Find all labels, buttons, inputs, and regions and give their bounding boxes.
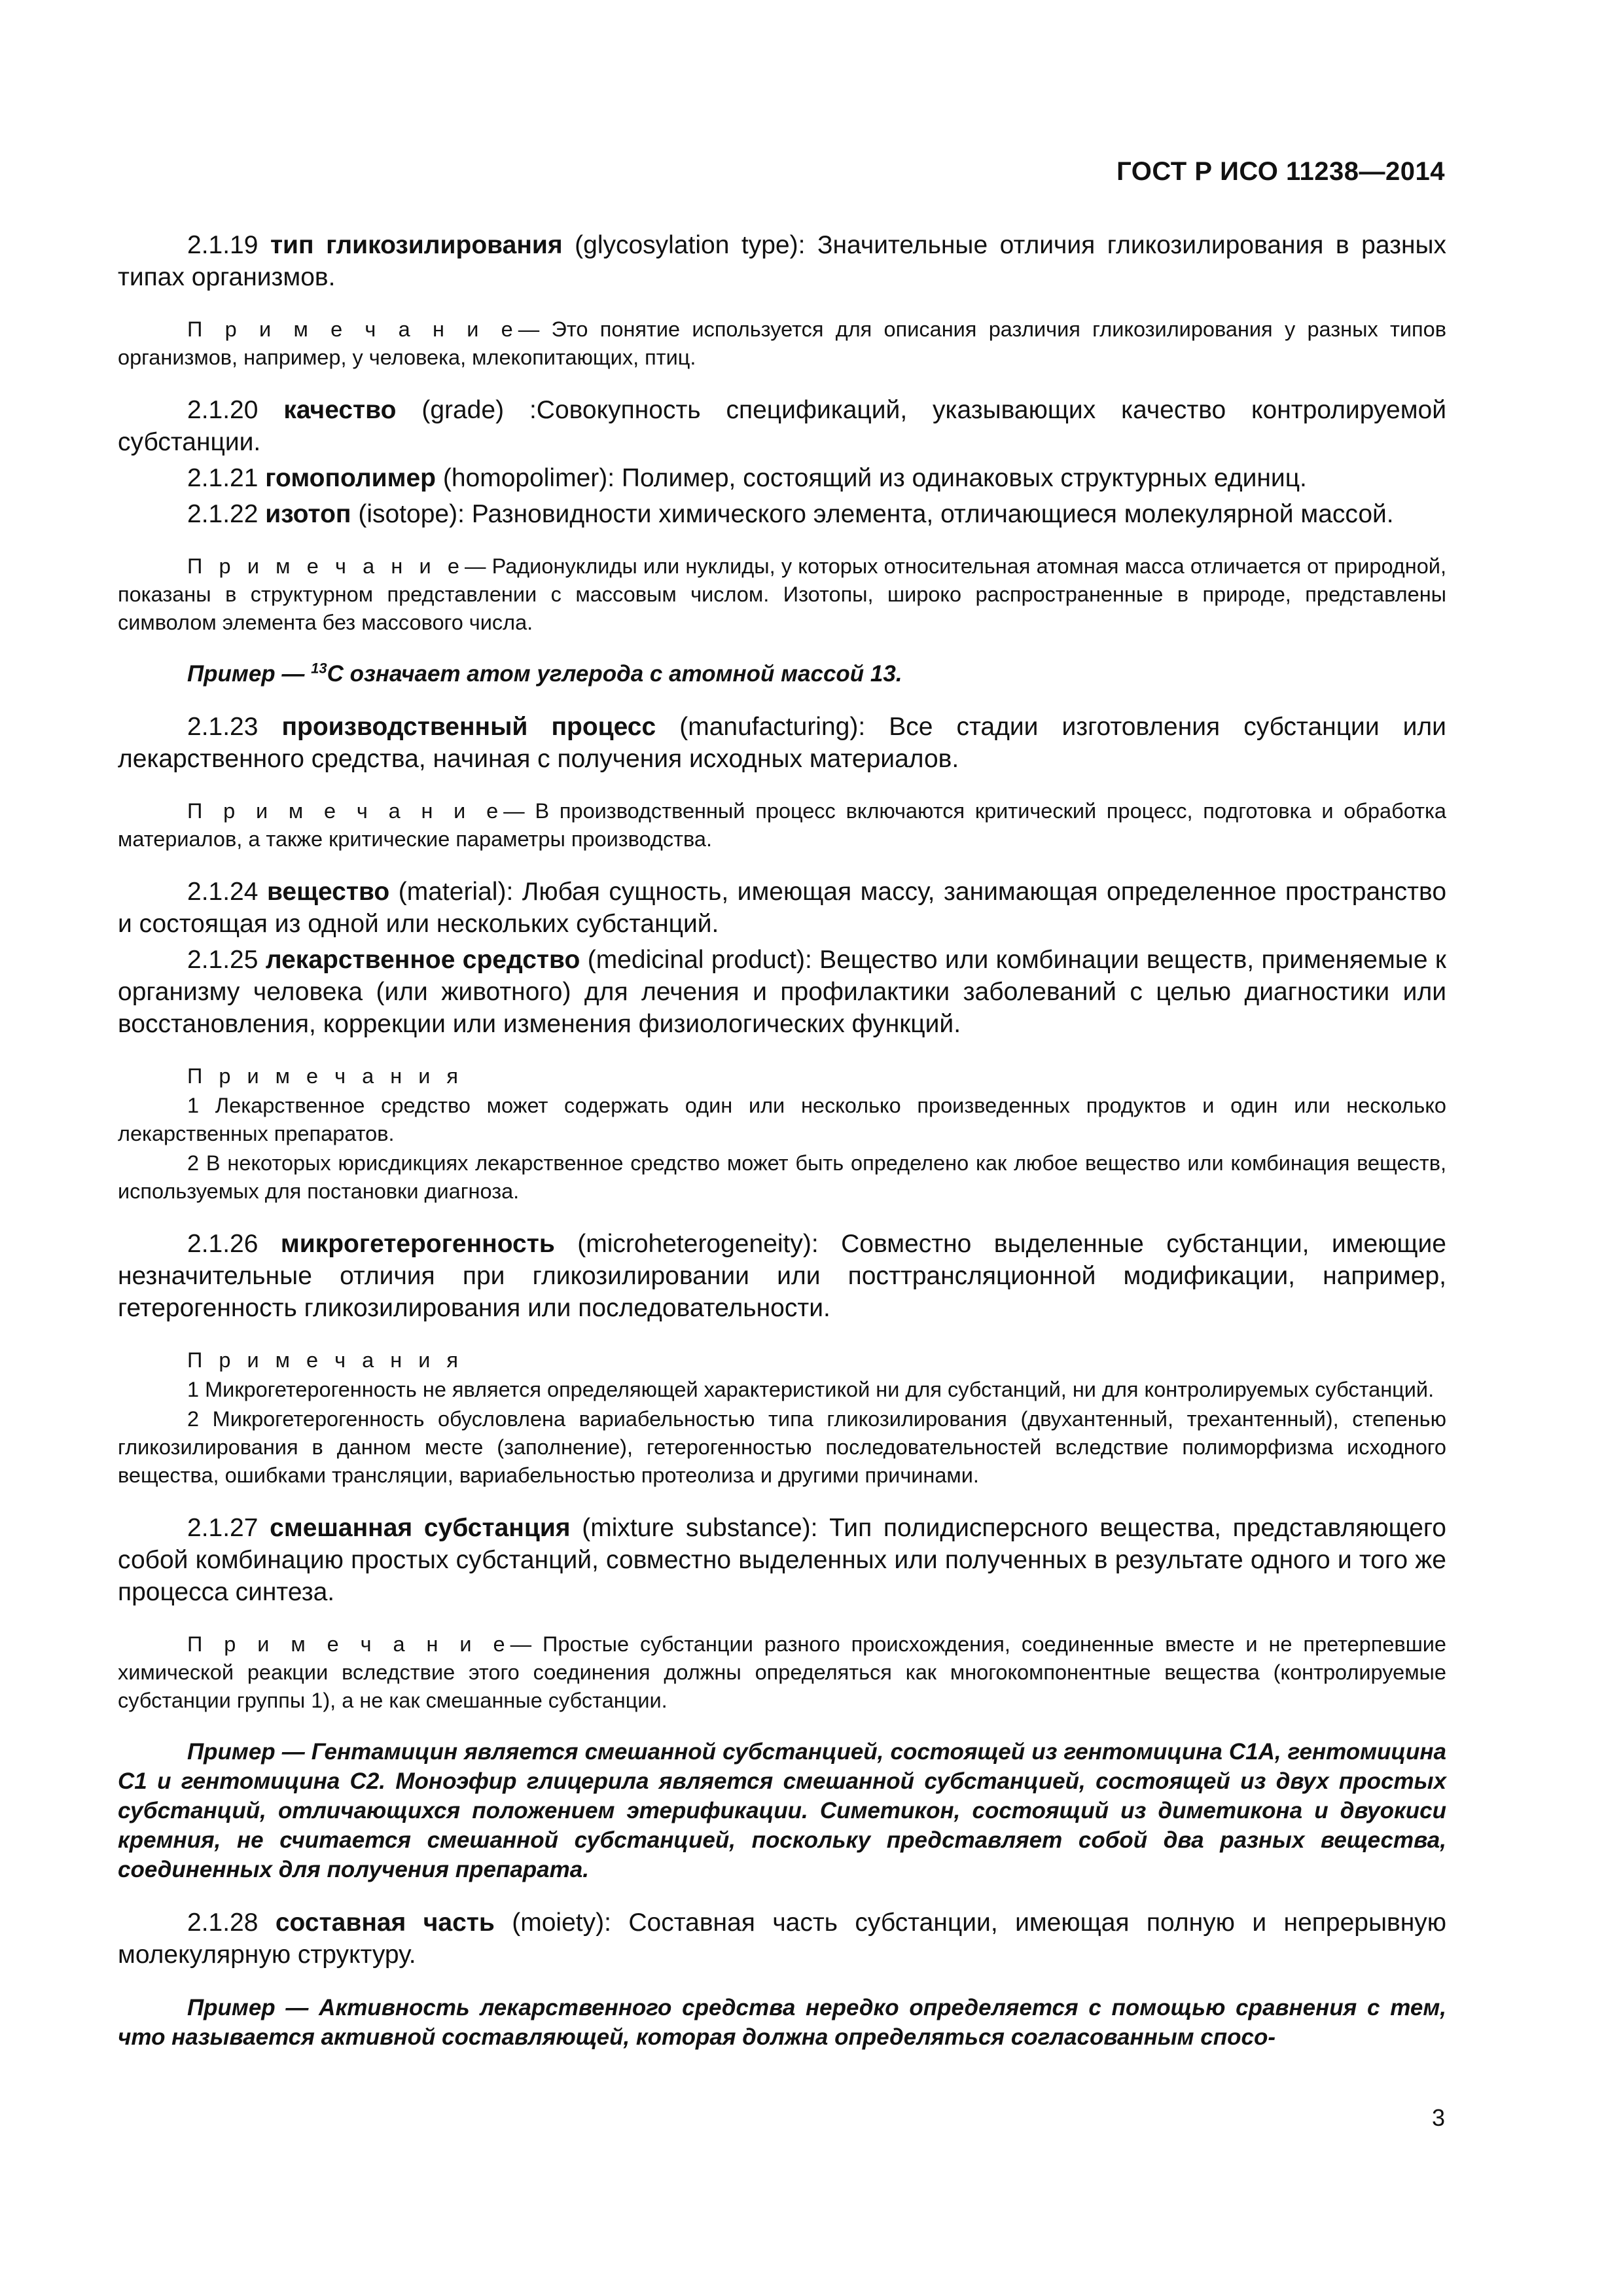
term-2-1-26: 2.1.26 микрогетерогенность (microheterogeneity): Совместно выделенные субстанции, имеющие незначительные отличия при гликозилировании или посттрансляционной модификации, например, гетерогенность гликозилирования или последовательности.: [118, 1230, 1446, 1322]
term-2-1-22: 2.1.22 изотоп (isotope): Разновидности химического элемента, отличающиеся молекулярной массой.: [187, 500, 1394, 528]
note-2-1-26-1: 1 Микрогетерогенность не является определяющей характеристикой ни для субстанций, ни для контролируемых субстанций.: [187, 1378, 1435, 1401]
note-2-1-19: П р и м е ч а н и е— Это понятие используется для описания различия гликозилирования у разных типов организмов, например, у человека, млекопитающих, птиц.: [118, 317, 1446, 369]
term-2-1-27: 2.1.27 смешанная субстанция (mixture substance): Тип полидисперсного вещества, представляющего собой комбинацию простых субстанций, совместно выделенных или полученных в результате одного и того же процесса синтеза.: [118, 1514, 1446, 1606]
note-2-1-26-2: 2 Микрогетерогенность обусловлена вариабельностью типа гликозилирования (двухантенный, трехантенный), степенью гликозилирования в данном месте (заполнение), гетерогенностью последовательностей вследствие полиморфизма исходного вещества, ошибками трансляции, вариабельностью протеолиза и другими причинами.: [118, 1407, 1446, 1487]
term-2-1-28: 2.1.28 составная часть (moiety): Составная часть субстанции, имеющая полную и непрерывную молекулярную структуру.: [118, 1909, 1446, 1969]
notes-heading-2-1-25: П р и м е ч а н и я: [187, 1064, 463, 1088]
note-2-1-25-1: 1 Лекарственное средство может содержать один или несколько произведенных продуктов и один или несколько лекарственных препаратов.: [118, 1094, 1446, 1145]
term-2-1-23: 2.1.23 производственный процесс (manufacturing): Все стадии изготовления субстанции или лекарственного средства, начиная с получения исходных материалов.: [118, 713, 1446, 773]
note-2-1-23: П р и м е ч а н и е— В производственный процесс включаются критический процесс, подготовка и обработка материалов, а также критические параметры производства.: [118, 799, 1446, 851]
document-body: [118, 229, 1446, 2052]
note-2-1-27: П р и м е ч а н и е— Простые субстанции разного происхождения, соединенные вместе и не претерпевшие химической реакции вследствие этого соединения должны определяться как многокомпонентные вещества (контролируемые субстанции группы 1), а не как смешанные субстанции.: [118, 1632, 1446, 1712]
example-2-1-22: Пример — $^{13}$С означает атом углерода с атомной массой 13.: [187, 660, 902, 687]
notes-heading-2-1-26: П р и м е ч а н и я: [187, 1348, 463, 1372]
term-2-1-21: 2.1.21 гомополимер (homopolimer): Полимер, состоящий из одинаковых структурных единиц.: [187, 464, 1307, 492]
page-number: 3: [1431, 2104, 1445, 2131]
term-2-1-19: 2.1.19 тип гликозилирования (glycosylation type): Значительные отличия гликозилирования в разных типах организмов.: [118, 231, 1447, 291]
term-2-1-25: 2.1.25 лекарственное средство (medicinal product): Вещество или комбинации веществ, применяемые к организму человека (или животного) для лечения и профилактики заболеваний с целью диагностики или восстановления, коррекции или изменения физиологических функций.: [118, 946, 1446, 1038]
term-2-1-24: 2.1.24 вещество (material): Любая сущность, имеющая массу, занимающая определенное пространство и состоящая из одной или нескольких субстанций.: [118, 878, 1447, 938]
term-2-1-20: 2.1.20 качество (grade) :Совокупность спецификаций, указывающих качество контролируемой субстанции.: [118, 396, 1446, 456]
note-2-1-25-2: 2 В некоторых юрисдикциях лекарственное средство может быть определено как любое вещество или комбинация веществ, используемых для постановки диагноза.: [118, 1151, 1446, 1203]
document-code: ГОСТ Р ИСО 11238—2014: [1116, 157, 1445, 186]
note-2-1-22: П р и м е ч а н и е— Радионуклиды или нуклиды, у которых относительная атомная масса отличается от природной, показаны в структурном представлении с массовым числом. Изотопы, широко распространенные в природе, представлены символом элемента без массового числа.: [118, 554, 1446, 634]
example-2-1-28: Пример — Активность лекарственного средства нередко определяется с помощью сравнения с тем, что называется активной составляющей, которая должна определяться согласованным спосо-: [118, 1995, 1446, 2050]
example-2-1-27: Пример — Гентамицин является смешанной субстанцией, состоящей из гентомицина С1А, гентомицина С1 и гентомицина С2. Моноэфир глицерила является смешанной субстанцией, состоящей из двух простых субстанций, отличающихся положением этерификации. Симетикон, состоящий из диметикона и двуокиси кремния, не считается смешанной субстанцией, поскольку представляет собой два разных вещества, соединенных для получения препарата.: [118, 1739, 1446, 1882]
